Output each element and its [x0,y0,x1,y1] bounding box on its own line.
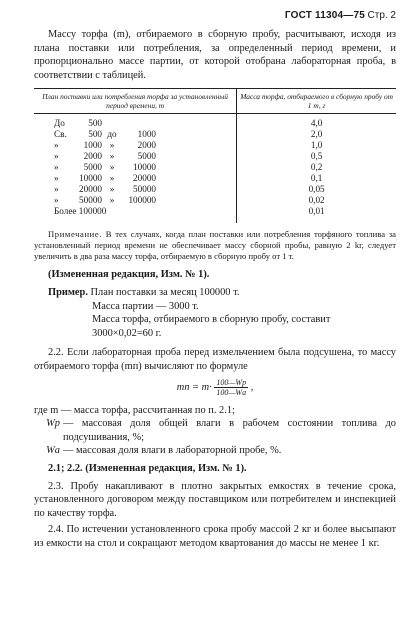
plan-range-cell: До 500 [34,114,237,130]
table-row [34,162,396,173]
intro-paragraph: Массу торфа (m), отбираемого в сборную пробу, расчитывают, исходя из плана поставки или потребления, за определенный период времени, и пропорционально массе партии, от которой отобрана лабораторная проба, в соответствии с таблицей. [34,29,396,81]
example-line-1: Пример. План поставки за месяц 100000 т. [48,286,240,298]
example-line-3: Масса торфа, отбираемого в сборную пробу, составит [92,314,331,326]
definition-item [34,444,396,458]
mass-value-cell: 1,0 [310,140,323,151]
paragraph-2-3: 2.3. Пробу накапливают в плотно закрытых емкостях в течение срока, установленного договором между поставщиком или потребителем и инспекцией по качеству торфа. [34,480,396,519]
plan-range-cell: » 10000 » 20000 [34,173,237,184]
standard-number: ГОСТ 11304—75 [284,10,366,21]
plan-range-cell: Св. 500 до 1000 [34,129,237,140]
note-paragraph [34,229,396,262]
formula-denominator: 100—Wа [216,387,247,397]
definition-text: — массовая доля влаги в лабораторной пробе, %. [63,445,282,457]
table-row [34,151,396,162]
table-row [34,173,396,184]
mass-value-cell: 0,02 [308,195,325,206]
note-label: Примечание. [48,229,103,240]
formula-tail: , [250,381,254,393]
example-line-4: 3000×0,02=60 г. [92,327,162,339]
plan-range-cell: » 5000 » 10000 [34,162,237,173]
mass-value-cell: 0,2 [310,162,323,173]
mass-value-cell: 0,1 [310,173,323,184]
edit-note-2: 2.1; 2.2. (Измененная редакция, Изм. № 1). [48,462,247,474]
mass-value-cell: 0,01 [308,206,325,217]
mass-value-cell: 0,05 [308,184,325,195]
plan-range-cell: » 1000 » 2000 [34,140,237,151]
plan-range-cell: Более 100000 [34,206,237,223]
plan-range-cell: » 50000 » 100000 [34,195,237,206]
plan-range-cell: » 2000 » 5000 [34,151,237,162]
mass-value-cell: 2,0 [310,129,323,140]
table-row [34,184,396,195]
where-intro: где m — масса торфа, рассчитанная по п. 2.1; [34,404,235,416]
definition-list [34,417,396,458]
note-text: В тех случаях, когда план поставки или потребления торфяного топлива за установленный период времени не обеспечивает массу сборной пробы, равную 2 kг, следует увеличить в два раза массу торфа, отбираемую в сборную пробу от 1 т. [34,229,396,262]
mass-table [34,88,396,223]
table-row [34,195,396,206]
formula [34,378,396,400]
table-row [34,114,396,130]
mass-value-cell: 0,5 [310,151,323,162]
definition-symbol: Wр [46,418,60,430]
table-header-plan: План поставки или потребления торфа за установленный период времени, т [34,89,237,114]
definition-symbol: Wа [46,445,60,457]
example-label: Пример. [48,286,88,298]
paragraph-2-4: 2.4. По истечении установленного срока пробу массой 2 кг и более высыпают из емкости на стол и сокращают методом квартования до массы не менее 1 кг. [34,524,396,549]
edit-note-1: (Измененная редакция, Изм. № 1). [48,269,210,281]
table-row [34,129,396,140]
plan-range-cell: » 20000 » 50000 [34,184,237,195]
page-header [285,10,396,21]
mass-value-cell: 4,0 [310,118,323,129]
formula-lhs: mп = m· [176,381,212,393]
definition-text: — массовая доля общей влаги в рабочем состоянии топлива до подсушивания, %; [63,418,396,443]
document-body [34,28,396,550]
table-header-mass: Масса торфа, отбираемого в сборную пробу от 1 т, г [237,89,396,114]
formula-fraction [214,378,248,397]
table-row [34,140,396,151]
definition-item [34,417,396,444]
example-line-2: Масса партии — 3000 т. [92,300,199,312]
page-number: Стр. 2 [367,10,396,21]
formula-numerator: 100—Wр [216,377,247,387]
table-row [34,206,396,223]
paragraph-2-2: 2.2. Если лабораторная проба перед измельчением была подсушена, то массу отбираемого торфа (mп) вычисляют по формуле [34,347,396,372]
